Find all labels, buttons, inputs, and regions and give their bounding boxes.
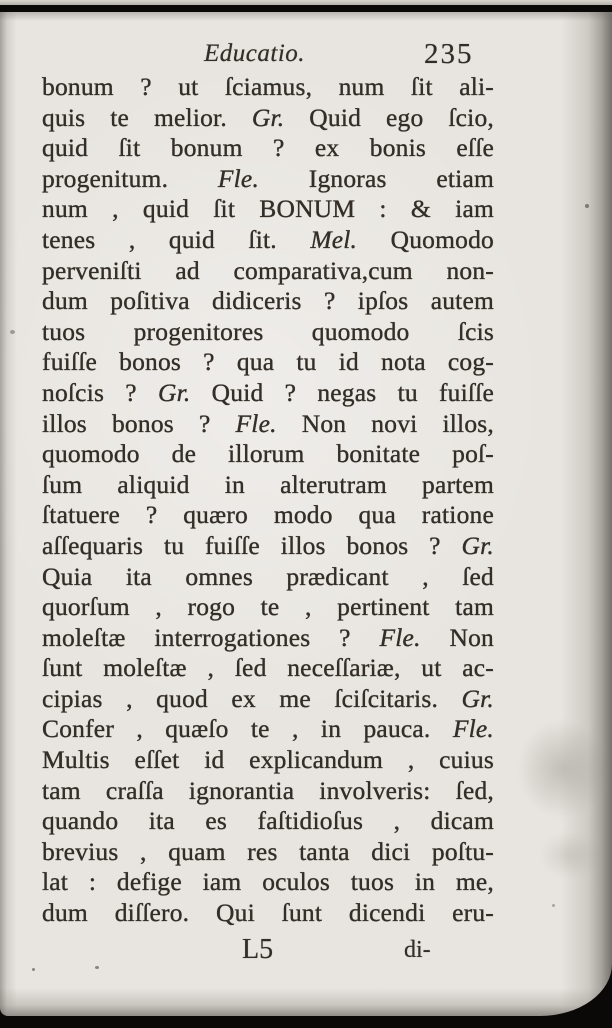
text-line: [42, 194, 494, 225]
ink-speck: [585, 204, 589, 208]
line-text: ſunt moleſtæ , ſed neceſſariæ, ut ac-: [42, 653, 494, 683]
text-line: [42, 592, 494, 623]
ink-speck: [552, 904, 555, 907]
line-text: quando ita es faſtidioſus , dicam: [42, 806, 494, 836]
line-text: quomodo de illorum bonitate poſ-: [42, 439, 494, 469]
speaker-abbreviation: Fle.: [235, 408, 277, 438]
paper-stain: [518, 720, 606, 818]
speaker-abbreviation: Gr.: [461, 683, 494, 713]
page-header: [42, 40, 494, 74]
signature-mark: L5: [242, 934, 274, 965]
text-line: [42, 837, 494, 868]
ink-speck: [32, 968, 35, 971]
line-text: dum diſſero. Qui ſunt dicendi eru-: [42, 898, 494, 928]
line-text: quorſum , rogo te , pertinent tam: [42, 592, 494, 622]
text-line: [42, 317, 494, 348]
line-text: Quid ? negas tu fuiſſe: [190, 377, 494, 407]
text-line: [42, 898, 494, 929]
line-text: tenes , quid ſit.: [42, 224, 311, 254]
line-text: tuos progenitores quomodo ſcis: [42, 316, 494, 346]
speaker-abbreviation: Mel.: [310, 224, 358, 254]
text-line: [42, 745, 494, 776]
text-line: [42, 225, 494, 256]
text-line: [42, 286, 494, 317]
speaker-abbreviation: Fle.: [217, 163, 260, 193]
line-text: Quia ita omnes prædicant , ſed: [42, 561, 494, 591]
text-line: [42, 500, 494, 531]
line-text: ſum aliquid in alterutram partem: [42, 469, 494, 499]
line-text: progenitum.: [42, 163, 218, 193]
line-text: quis te melior.: [42, 102, 252, 132]
text-block: [42, 72, 494, 929]
text-line: [42, 378, 494, 409]
scan-top-edge: [0, 0, 612, 5]
line-text: num , quid ſit BONUM : & iam: [42, 194, 494, 224]
text-line: [42, 347, 494, 378]
line-text: fuiſſe bonos ? qua tu id nota cog-: [42, 347, 494, 377]
catchword: di-: [404, 937, 431, 963]
text-line: [42, 256, 494, 287]
line-text: moleſtæ interrogationes ?: [42, 622, 380, 652]
speaker-abbreviation: Fle.: [452, 714, 494, 744]
text-line: [42, 470, 494, 501]
text-line: [42, 531, 494, 562]
text-line: [42, 562, 494, 593]
speaker-abbreviation: Gr.: [251, 102, 285, 132]
text-line: [42, 439, 494, 470]
line-text: Non: [420, 622, 494, 652]
line-text: ſtatuere ? quæro modo qua ratione: [42, 500, 494, 530]
ink-speck: [95, 966, 99, 969]
line-text: dum poſitiva didiceris ? ipſos autem: [42, 286, 494, 316]
line-text: illos bonos ?: [42, 408, 236, 438]
text-line: [42, 164, 494, 195]
line-text: Ignoras etiam: [259, 163, 494, 193]
speaker-abbreviation: Fle.: [379, 622, 421, 652]
speaker-abbreviation: Gr.: [157, 377, 191, 407]
paper-fleck: [238, 22, 242, 25]
line-text: lat : defige iam oculos tuos in me,: [42, 867, 494, 897]
paper-stain: [540, 832, 598, 878]
page-paper: [0, 12, 612, 1016]
ink-speck: [10, 330, 15, 334]
text-line: [42, 776, 494, 807]
text-line: [42, 806, 494, 837]
page-footer: [42, 934, 494, 970]
text-line: [42, 409, 494, 440]
line-text: Non novi illos,: [276, 408, 494, 438]
speaker-abbreviation: Gr.: [461, 530, 494, 560]
line-text: tam craſſa ignorantia involveris: ſed,: [42, 775, 494, 805]
line-text: brevius , quam res tanta dici poſtu-: [42, 836, 494, 866]
text-line: [42, 714, 494, 745]
line-text: cipias , quod ex me ſciſcitaris.: [42, 683, 462, 713]
page-number: 235: [424, 38, 474, 70]
text-line: [42, 103, 494, 134]
line-text: Multis eſſet id explicandum , cuius: [42, 745, 494, 775]
line-text: noſcis ?: [42, 377, 158, 407]
text-line: [42, 133, 494, 164]
text-line: [42, 623, 494, 654]
line-text: quid ſit bonum ? ex bonis eſſe: [42, 133, 494, 163]
text-line: [42, 72, 494, 103]
line-text: Confer , quæſo te , in pauca.: [42, 714, 453, 744]
running-title: Educatio.: [204, 40, 306, 67]
line-text: aſſequaris tu fuiſſe illos bonos ?: [42, 530, 462, 560]
line-text: bonum ? ut ſciamus, num ſit ali-: [42, 72, 494, 101]
line-text: Quid ego ſcio,: [284, 102, 494, 132]
text-line: [42, 867, 494, 898]
line-text: Quomodo: [357, 224, 494, 254]
text-line: [42, 684, 494, 715]
line-text: perveniſti ad comparativa,cum non-: [42, 255, 494, 285]
text-line: [42, 653, 494, 684]
